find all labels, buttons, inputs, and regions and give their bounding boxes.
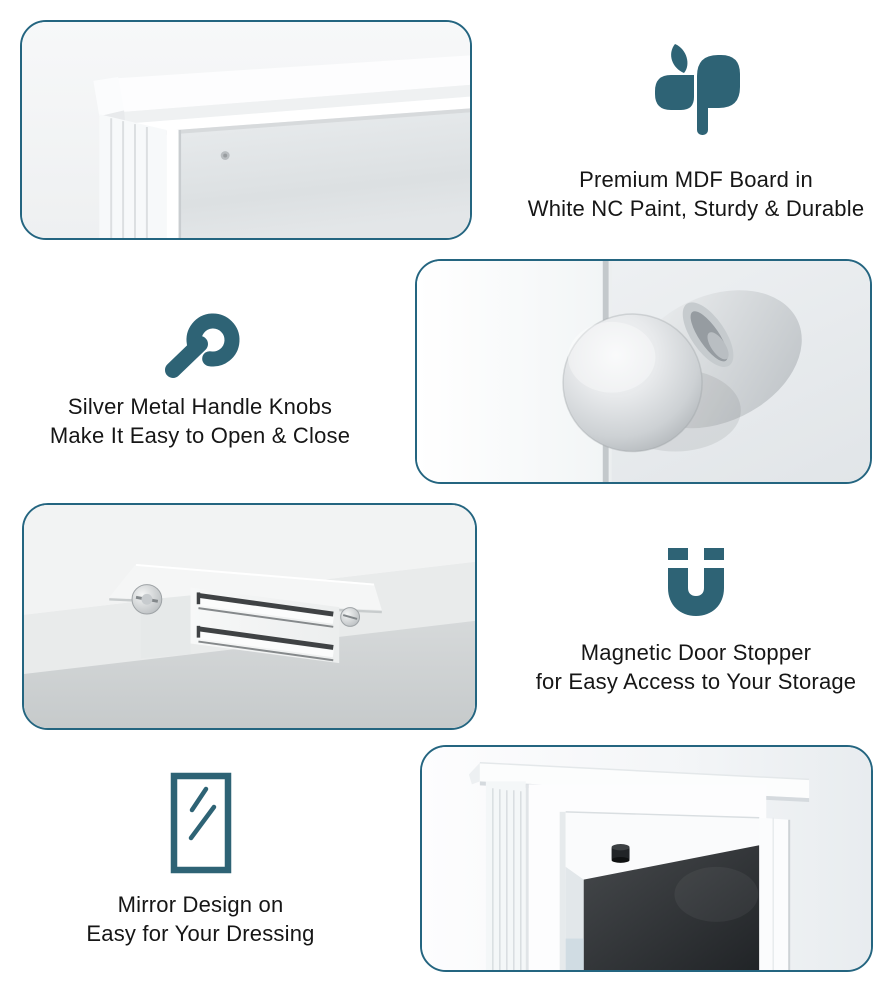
silver-knob-graphic	[417, 261, 870, 482]
mirror-cabinet-photo	[420, 745, 873, 972]
feature-magnetic-stopper	[502, 548, 890, 696]
feature-text-mdf	[528, 165, 865, 223]
feature-text-line1: Premium MDF Board in	[579, 167, 813, 192]
feature-text-line1: Silver Metal Handle Knobs	[67, 394, 333, 419]
feature-text-mirror	[86, 890, 314, 948]
feature-text-line1: Magnetic Door Stopper	[580, 640, 812, 665]
feature-text-line2: for Easy Access to Your Storage	[535, 669, 857, 694]
sprout-icon	[650, 42, 742, 137]
magnetic-stopper-graphic	[24, 505, 475, 728]
feature-text-line1: Mirror Design on	[117, 892, 284, 917]
mirror-cabinet-graphic	[422, 747, 871, 970]
handle-hook-icon	[156, 300, 244, 384]
magnetic-door-stopper-photo	[22, 503, 477, 730]
feature-text-line2: White NC Paint, Sturdy & Durable	[527, 196, 865, 221]
feature-text-magnet	[536, 638, 857, 696]
feature-text-line2: Make It Easy to Open & Close	[49, 423, 351, 448]
feature-text-line2: Easy for Your Dressing	[86, 921, 315, 946]
cabinet-top-corner-photo	[20, 20, 472, 240]
cabinet-top-corner-graphic	[22, 22, 470, 238]
feature-mdf-board	[500, 42, 892, 223]
feature-text-handle	[50, 392, 350, 450]
silver-knob-photo	[415, 259, 872, 484]
feature-mirror-design	[28, 772, 373, 948]
mirror-icon	[170, 772, 232, 874]
feature-handle-knobs	[18, 300, 382, 450]
magnet-icon	[658, 548, 734, 620]
